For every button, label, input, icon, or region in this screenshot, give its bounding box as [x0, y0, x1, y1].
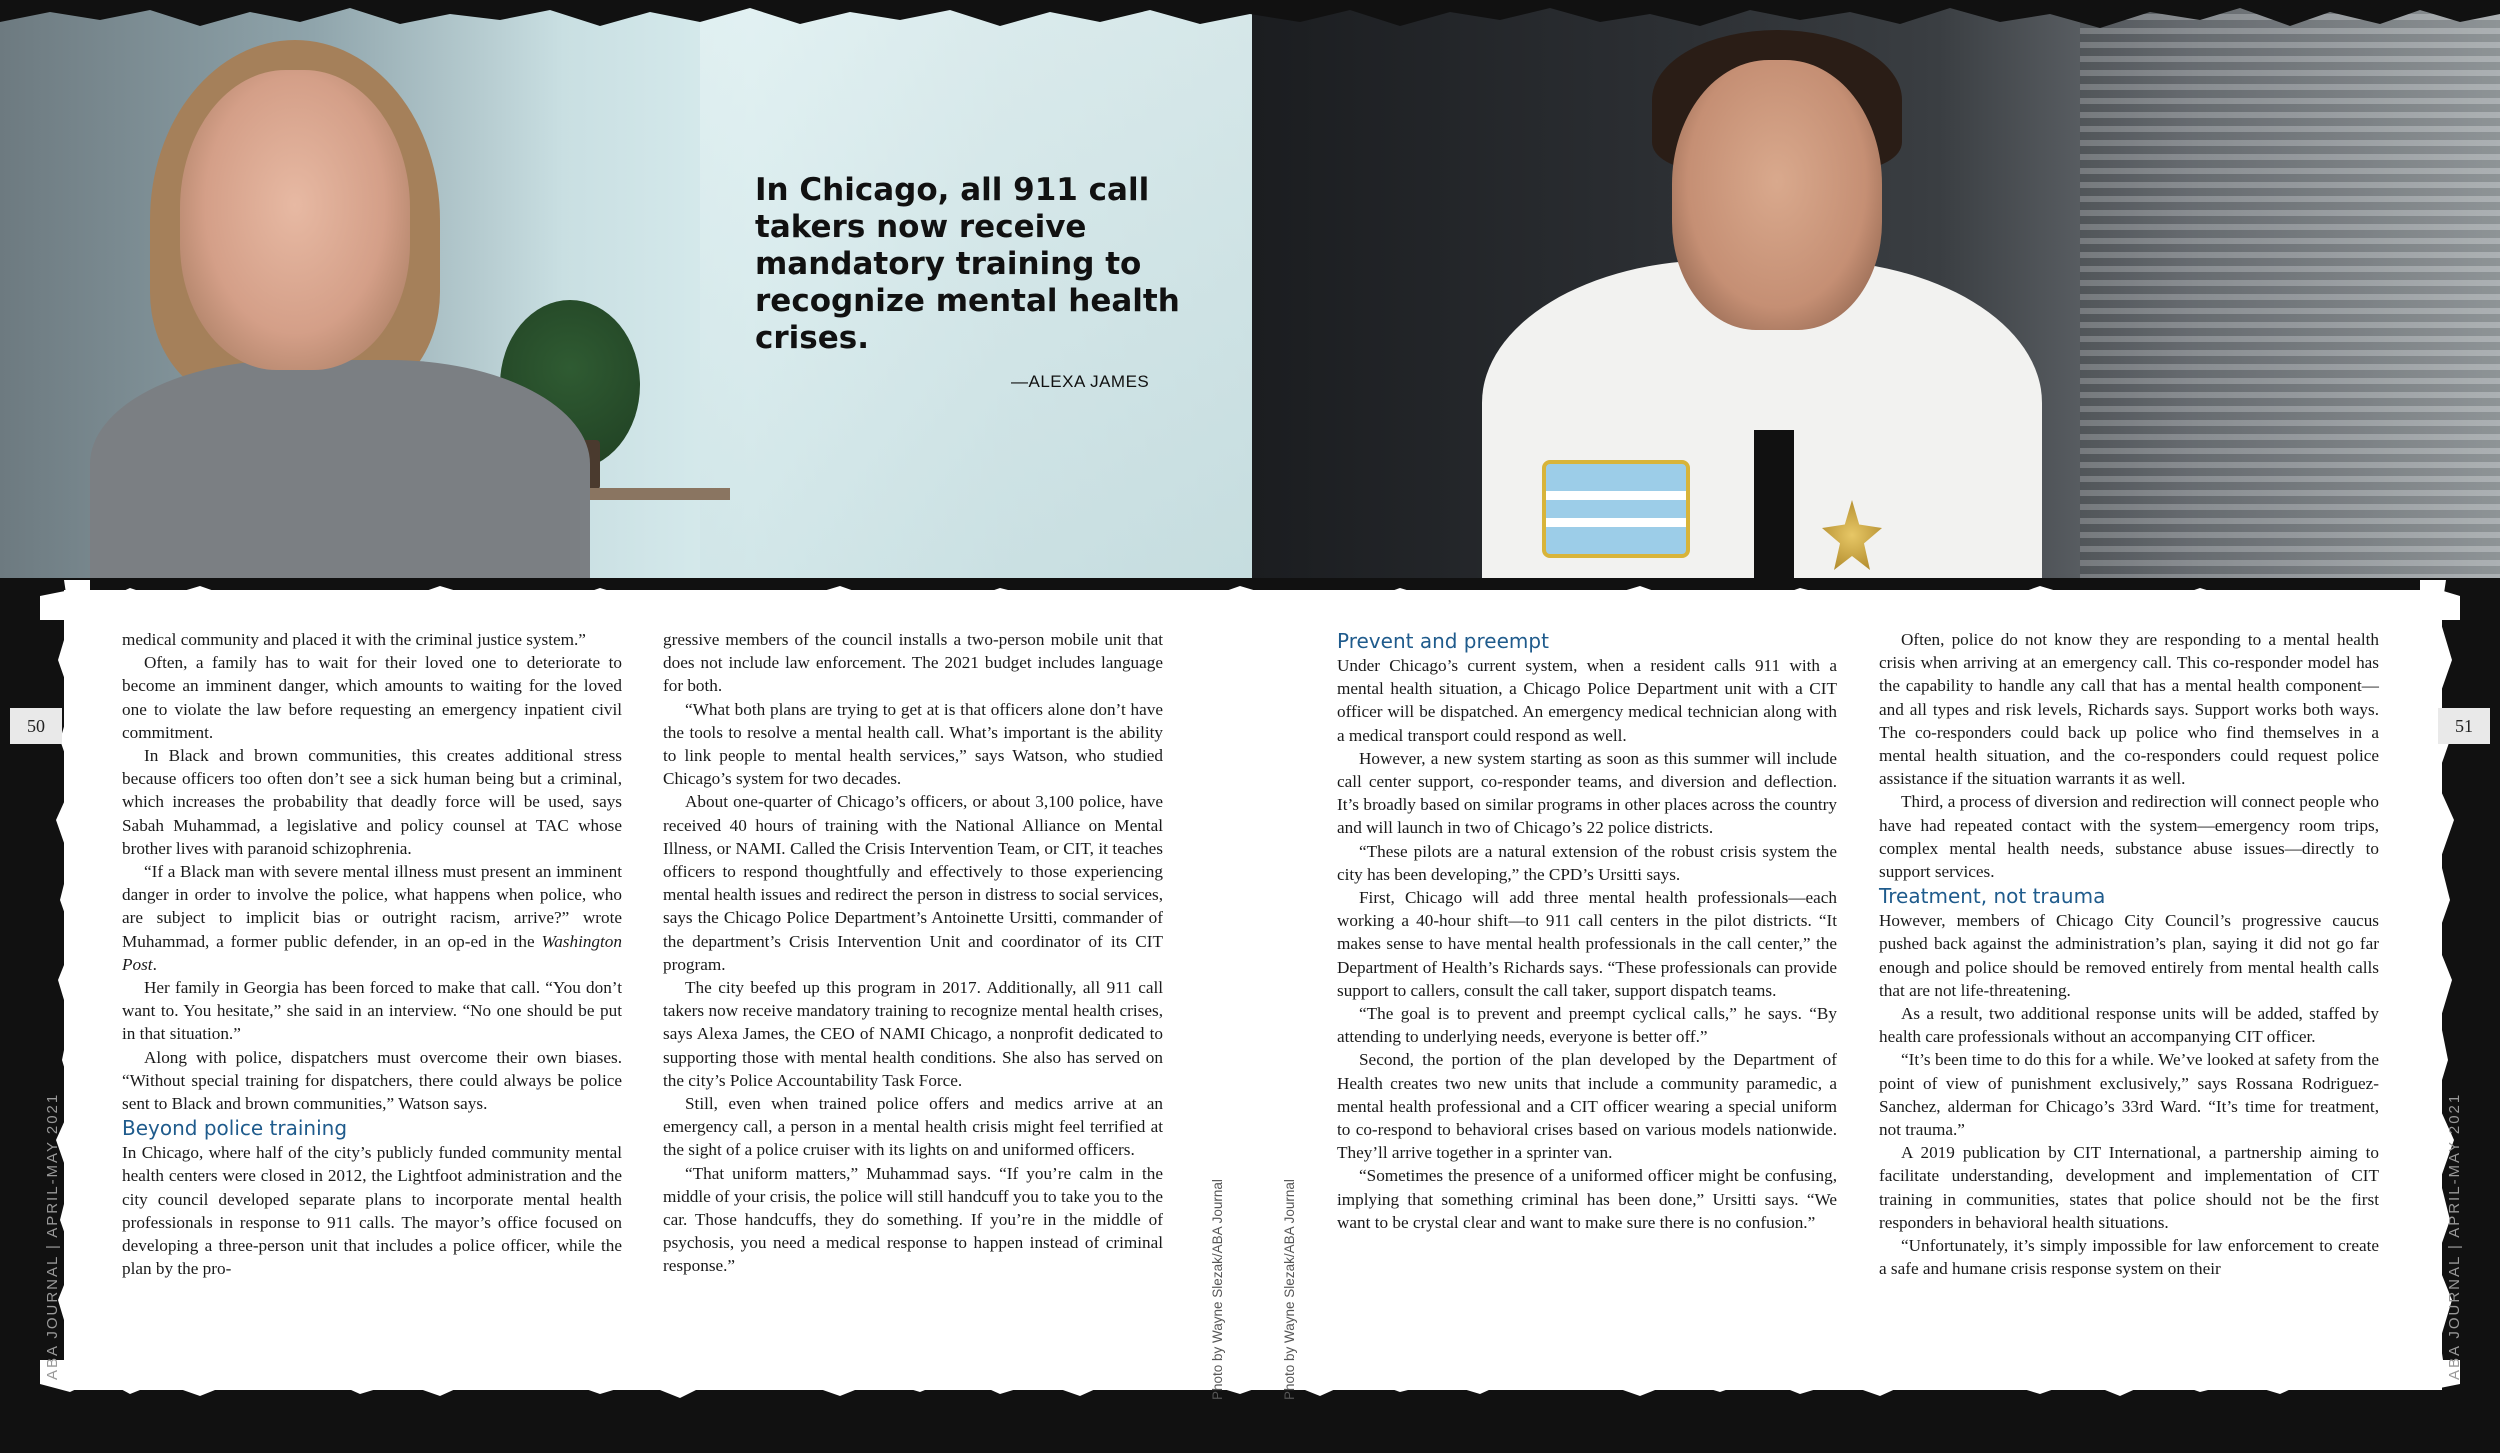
article-column-3 — [1337, 628, 1837, 1234]
section-heading: Treatment, not trauma — [1879, 884, 2106, 909]
paragraph: “That uniform matters,” Muhammad says. “If you’re calm in the middle of your crisis, the police will still handcuff you to take you to the car. Those handcuffs, they do something. If you’re in the middle of psychosis, you need a medical response to happen instead of criminal response.” — [663, 1163, 1163, 1276]
photo-antoinette-ursitti — [1252, 0, 2500, 578]
publication-title: Washington Post — [122, 931, 622, 974]
paragraph: However, a new system starting as soon as this summer will include call center support, co-responder teams, and diversion and deflection. It’s broadly based on similar programs in other places across the country and will launch in two of Chicago’s 22 police districts. — [1337, 748, 1837, 838]
paragraph: Along with police, dispatchers must overcome their own biases. “Without special training for dispatchers, there could always be police sent to Black and brown communities,” Watson says. — [122, 1047, 622, 1114]
paragraph — [122, 860, 622, 976]
paragraph: In Black and brown communities, this creates additional stress because officers too often don’t see a sick human being but a criminal, which increases the probability that deadly force will be used, says Sabah Muhammad, a legislative and policy counsel at TAC whose brother lives with paranoid schizophrenia. — [122, 746, 622, 858]
chicago-flag-patch — [1542, 460, 1690, 558]
paragraph: Under Chicago’s current system, when a resident calls 911 with a mental health situation, a Chicago Police Department unit with a CIT officer will be dispatched. An emergency medical technician along with a medical transport could respond as well. — [1337, 656, 1837, 745]
torn-edge-top-frame — [0, 0, 2500, 40]
paragraph: medical community and placed it with the criminal justice system.” — [122, 630, 586, 649]
page-number-right: 51 — [2438, 708, 2490, 744]
window-blinds — [2080, 0, 2500, 578]
section-heading: Prevent and preempt — [1337, 629, 1549, 653]
paragraph: gressive members of the council installs a two-person mobile unit that does not include law enforcement. The 2021 budget includes language for both. — [663, 630, 1163, 696]
paragraph: “Unfortunately, it’s simply impossible for law enforcement to create a safe and humane crisis response system on their — [1879, 1236, 2379, 1279]
portrait-face — [180, 70, 410, 370]
paragraph: About one-quarter of Chicago’s officers, or about 3,100 police, have received 40 hours of training with the National Alliance on Mental Illness, or NAMI. Called the Crisis Intervention Team, or CIT, it teaches officers to respond thoughtfully and effectively to those experiencing mental health issues and redirect the person in distress to social services, says the Chicago Police Department’s Antoinette Ursitti, commander of the department’s Crisis Intervention Unit and coordinator of its CIT program. — [663, 792, 1163, 974]
paragraph-text: “If a Black man with severe mental illness must present an imminent danger in order to involve the police, what happens when police, who are subject to implicit bias or outright racism, arrive?” wrote Muhammad, a former public defender, in an op-ed in the — [122, 862, 622, 951]
article-column-4 — [1879, 628, 2379, 1280]
paragraph: “It’s been time to do this for a while. We’ve looked at safety from the point of view of punishment exclusively,” says Rossana Rodriguez-Sanchez, alderman for Chicago’s 33rd Ward. “It’s time for treatment, not trauma.” — [1879, 1050, 2379, 1140]
paragraph: Third, a process of diversion and redirection will connect people who have had repeated contact with the system—emergency room trips, complex mental health needs, substance abuse issues—directly to support services. — [1879, 792, 2379, 882]
page-number-left: 50 — [10, 708, 62, 744]
article-column-1 — [122, 628, 622, 1280]
paragraph: “Sometimes the presence of a uniformed officer might be confusing, implying that something criminal has been done,” Ursitti says. “We want to be crystal clear and want to make sure there is no confusion.” — [1337, 1166, 1837, 1232]
portrait-tie — [1754, 430, 1794, 578]
paragraph: “These pilots are a natural extension of the robust crisis system the city has been developing,” the CPD’s Ursitti says. — [1337, 841, 1837, 884]
paragraph-text: . — [152, 954, 157, 974]
pull-quote-left-attribution: —ALEXA JAMES — [1011, 372, 1150, 391]
pull-quote-left: In Chicago, all 911 call takers now receive mandatory training to recognize mental health crises. — [755, 172, 1180, 356]
photo-alexa-james — [0, 0, 1252, 578]
photo-credit-left: Photo by Wayne Slezak/ABA Journal — [1210, 1179, 1225, 1400]
paragraph: Often, a family has to wait for their loved one to deteriorate to become an imminent danger, which amounts to waiting for the loved one to violate the law before requesting an emergency inpatient civil commitment. — [122, 653, 622, 742]
torn-edge-page-bottom — [40, 1360, 2460, 1420]
article-column-2 — [663, 628, 1163, 1278]
paragraph: “What both plans are trying to get at is that officers alone don’t have the tools to resolve a mental health call. What’s important is the ability to link people to mental health services,” says Watson, who studied Chicago’s system for two decades. — [663, 699, 1163, 789]
paragraph: As a result, two additional response units will be added, staffed by health care professionals without an accompanying CIT officer. — [1879, 1004, 2379, 1047]
paragraph: Her family in Georgia has been forced to make that call. “You don’t want to. You hesitate,” she said in an interview. “No one should be put in that situation.” — [122, 978, 622, 1044]
paragraph: Often, police do not know they are responding to a mental health crisis when arriving at an emergency call. This co-responder model has the capability to handle any call that has a mental health component—and all types and risk levels, Richards says. Support works both ways. The co-responders could back up police who find themselves in a mental health situation, and the co-responders could request police assistance if the situation warrants it as well. — [1879, 630, 2379, 789]
running-footer-right: ABA JOURNAL | APRIL-MAY 2021 — [2446, 1092, 2463, 1380]
paragraph: The city beefed up this program in 2017. Additionally, all 911 call takers now receive mandatory training to recognize mental health crises, says Alexa James, the CEO of NAMI Chicago, a nonprofit dedicated to supporting those with mental health conditions. She also has served on the city’s Police Accountability Task Force. — [663, 978, 1163, 1090]
paragraph: “The goal is to prevent and preempt cyclical calls,” he says. “By attending to underlying needs, everyone is better off.” — [1337, 1004, 1837, 1047]
paragraph: A 2019 publication by CIT International, a partnership aiming to facilitate understanding, development and implementation of CIT training in communities, states that police should not be the first responders in behavioral health situations. — [1879, 1143, 2379, 1232]
portrait-face — [1672, 60, 1882, 330]
paragraph: However, members of Chicago City Council’s progressive caucus pushed back against the administration’s plan, saying it did not go far enough and police should be removed entirely from mental health calls that are not life-threatening. — [1879, 911, 2379, 1000]
paragraph: In Chicago, where half of the city’s publicly funded community mental health centers were closed in 2012, the Lightfoot administration and the city council developed separate plans to incorporate mental health professionals in response to 911 calls. The mayor’s office focused on developing a three-person unit that includes a police officer, while the plan by the pro- — [122, 1143, 622, 1279]
paragraph: First, Chicago will add three mental health professionals—each working a 40-hour shift—to 911 call centers in the pilot districts. “It makes sense to have mental health professionals in the call center,” the Department of Health’s Richards says. “These professionals can provide support to callers, consult the call taker, support dispatch teams. — [1337, 888, 1837, 1000]
section-heading: Beyond police training — [122, 1116, 348, 1141]
running-footer-left: ABA JOURNAL | APRIL-MAY 2021 — [44, 1092, 61, 1380]
photo-credit-right: Photo by Wayne Slezak/ABA Journal — [1282, 1179, 1297, 1400]
paragraph: Still, even when trained police offers and medics arrive at an emergency call, a person in a mental health crisis might feel terrified at the sight of a police cruiser with its lights on and uniformed officers. — [663, 1094, 1163, 1160]
paragraph: Second, the portion of the plan developed by the Department of Health creates two new units that include a community paramedic, a mental health professional and a CIT officer wearing a special uniform to co-respond to behavioral crises based on various models nationwide. They’ll arrive together in a sprinter van. — [1337, 1050, 1837, 1163]
portrait-sweater — [90, 360, 590, 578]
torn-edge-page-top — [40, 560, 2460, 620]
